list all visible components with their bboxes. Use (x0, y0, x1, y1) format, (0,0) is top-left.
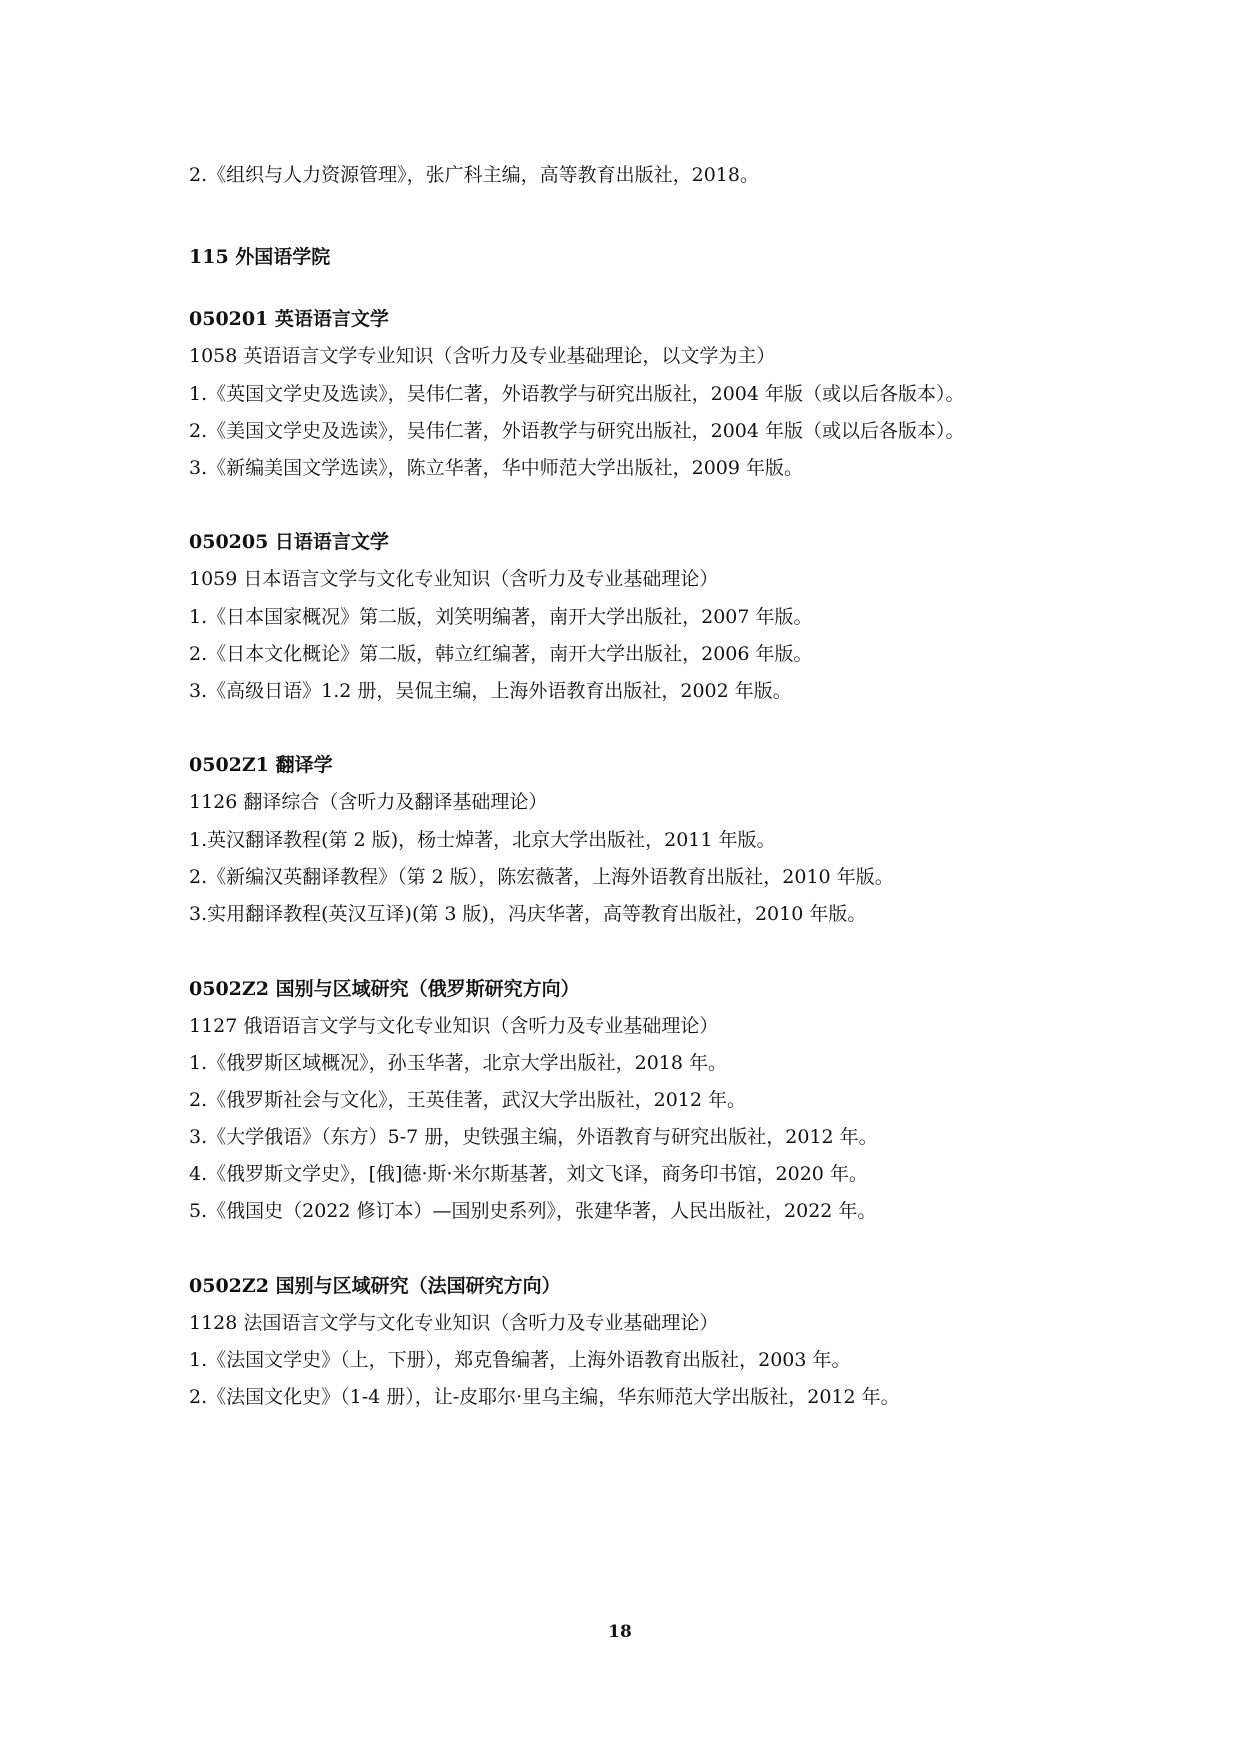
exam-subject: 1126 翻译综合（含听力及翻译基础理论） (189, 791, 548, 813)
book-item: 2.《新编汉英翻译教程》（第 2 版），陈宏薇著，上海外语教育出版社，2010 年版。 (189, 866, 894, 888)
exam-subject: 1127 俄语语言文学与文化专业知识（含听力及专业基础理论） (189, 1015, 719, 1037)
book-item: 3.《大学俄语》（东方）5-7 册，史铁强主编，外语教育与研究出版社，2012 年。 (189, 1126, 878, 1148)
major-heading: 050205 日语语言文学 (189, 531, 389, 553)
college-heading: 115 外国语学院 (189, 246, 331, 268)
book-item: 2.《组织与人力资源管理》，张广科主编，高等教育出版社，2018。 (189, 164, 759, 186)
book-item: 1.《法国文学史》（上，下册），郑克鲁编著，上海外语教育出版社，2003 年。 (189, 1349, 851, 1371)
major-heading: 050201 英语语言文学 (189, 308, 389, 330)
book-item: 1.《俄罗斯区域概况》，孙玉华著，北京大学出版社，2018 年。 (189, 1052, 728, 1074)
exam-subject: 1128 法国语言文学与文化专业知识（含听力及专业基础理论） (189, 1312, 719, 1334)
book-item: 1.《日本国家概况》第二版，刘笑明编著，南开大学出版社，2007 年版。 (189, 606, 813, 628)
major-heading: 0502Z2 国别与区域研究（俄罗斯研究方向） (189, 978, 580, 1000)
page-number: 18 (608, 1622, 632, 1642)
exam-subject: 1058 英语语言文学专业知识（含听力及专业基础理论，以文学为主） (189, 345, 776, 367)
book-item: 5.《俄国史（2022 修订本）—国别史系列》，张建华著，人民出版社，2022 年。 (189, 1200, 877, 1222)
major-heading: 0502Z2 国别与区域研究（法国研究方向） (189, 1275, 561, 1297)
exam-subject: 1059 日本语言文学与文化专业知识（含听力及专业基础理论） (189, 568, 719, 590)
book-item: 3.《高级日语》1.2 册，吴侃主编，上海外语教育出版社，2002 年版。 (189, 680, 792, 702)
book-item: 2.《美国文学史及选读》，吴伟仁著，外语教学与研究出版社，2004 年版（或以后各版本）。 (189, 420, 965, 442)
book-item: 2.《法国文化史》（1-4 册），让-皮耶尔·里乌主编，华东师范大学出版社，2012 年。 (189, 1386, 900, 1408)
book-item: 1.《英国文学史及选读》，吴伟仁著，外语教学与研究出版社，2004 年版（或以后各版本）。 (189, 383, 965, 405)
book-item: 3.《新编美国文学选读》，陈立华著，华中师范大学出版社，2009 年版。 (189, 457, 804, 479)
book-item: 1.英汉翻译教程(第 2 版)，杨士焯著，北京大学出版社，2011 年版。 (189, 829, 776, 851)
book-item: 3.实用翻译教程(英汉互译)(第 3 版)，冯庆华著，高等教育出版社，2010 年版。 (189, 903, 867, 925)
book-item: 2.《日本文化概论》第二版，韩立红编著，南开大学出版社，2006 年版。 (189, 643, 813, 665)
book-item: 4.《俄罗斯文学史》，[俄]德·斯·米尔斯基著，刘文飞译，商务印书馆，2020 年。 (189, 1163, 868, 1185)
book-item: 2.《俄罗斯社会与文化》，王英佳著，武汉大学出版社，2012 年。 (189, 1089, 747, 1111)
major-heading: 0502Z1 翻译学 (189, 754, 333, 776)
